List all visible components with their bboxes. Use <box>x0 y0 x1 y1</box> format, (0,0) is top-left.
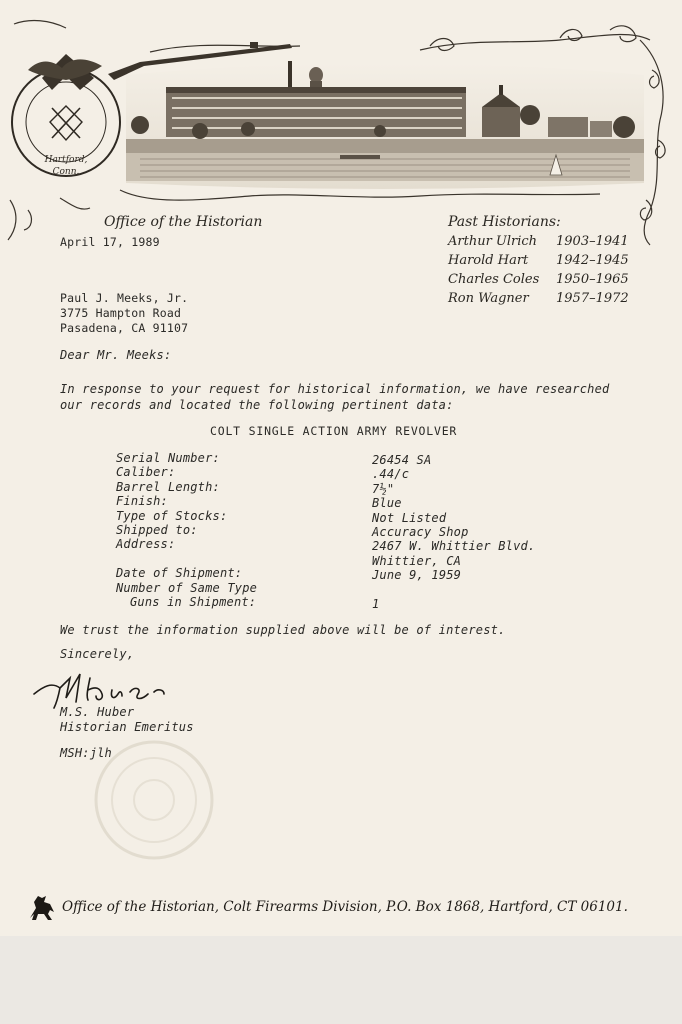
background-surface <box>0 936 682 1024</box>
number-value: 1 <box>372 597 380 612</box>
factory-engraving <box>120 55 650 205</box>
recipient-street: 3775 Hampton Road <box>60 306 182 320</box>
caliber-value: .44/c <box>372 467 410 482</box>
stocks-label: Type of Stocks: <box>116 508 228 523</box>
historian-name: Charles Coles <box>448 272 540 287</box>
number-label-cont: Guns in Shipment: <box>130 595 257 610</box>
signer-name: M.S. Huber <box>60 705 135 719</box>
typist-initials: MSH:jlh <box>60 746 112 760</box>
rampant-colt-icon <box>26 892 58 922</box>
past-historian-row <box>448 232 648 251</box>
barrel-label: Barrel Length: <box>116 479 220 494</box>
letter-footer <box>26 892 666 922</box>
shipped-label: Shipped to: <box>116 523 198 538</box>
finish-value: Blue <box>372 496 402 511</box>
closing-line: We trust the information supplied above will be of interest. <box>60 623 506 637</box>
historian-name: Arthur Ulrich <box>448 234 538 249</box>
intro-paragraph <box>60 381 620 413</box>
past-historians-title: Past Historians: <box>448 214 561 230</box>
past-historian-row <box>448 251 648 270</box>
historian-name: Ron Wagner <box>448 291 529 306</box>
signer-title: Historian Emeritus <box>60 720 194 734</box>
recipient-city: Pasadena, CA 91107 <box>60 321 189 335</box>
salutation: Dear Mr. Meeks: <box>60 348 172 362</box>
address-label: Address: <box>116 537 176 552</box>
letter-date: April 17, 1989 <box>60 235 160 249</box>
signature <box>30 664 190 710</box>
past-historian-row <box>448 289 648 308</box>
office-title: Office of the Historian <box>104 214 263 230</box>
historian-years: 1950–1965 <box>556 272 629 287</box>
record-field-labels <box>116 451 257 609</box>
serial-value: 26454 SA <box>372 453 432 467</box>
historian-years: 1957–1972 <box>556 291 629 306</box>
intro-line: In response to your request for historical information, we have researched <box>60 382 610 396</box>
serial-label: Serial Number: <box>116 451 220 465</box>
finish-label: Finish: <box>116 494 168 509</box>
date-label: Date of Shipment: <box>116 566 243 581</box>
footer-address: Office of the Historian, Colt Firearms Division, P.O. Box 1868, Hartford, CT 06101. <box>62 899 628 915</box>
seal-state: Conn. <box>52 167 80 177</box>
date-value: June 9, 1959 <box>372 568 462 583</box>
shipped-value: Accuracy Shop <box>372 525 469 540</box>
historian-name: Harold Hart <box>448 253 529 268</box>
record-field-values <box>372 453 535 611</box>
address-value: 2467 W. Whittier Blvd. <box>372 539 536 554</box>
intro-line: our records and located the following pertinent data: <box>60 398 454 412</box>
historian-years: 1903–1941 <box>556 234 629 249</box>
record-heading: COLT SINGLE ACTION ARMY REVOLVER <box>210 424 458 438</box>
address-value-2: Whittier, CA <box>372 553 462 568</box>
historian-years: 1942–1945 <box>556 253 629 268</box>
barrel-value: 7½" <box>372 481 395 496</box>
number-label: Number of Same Type <box>116 580 258 595</box>
recipient-name: Paul J. Meeks, Jr. <box>60 291 189 305</box>
caliber-label: Caliber: <box>116 465 176 480</box>
past-historians <box>448 214 648 308</box>
sincerely: Sincerely, <box>60 647 135 661</box>
past-historian-row <box>448 270 648 289</box>
recipient-address <box>60 291 188 336</box>
seal-city: Hartford, <box>44 155 88 165</box>
stocks-value: Not Listed <box>372 510 447 525</box>
embossed-seal <box>84 730 224 870</box>
